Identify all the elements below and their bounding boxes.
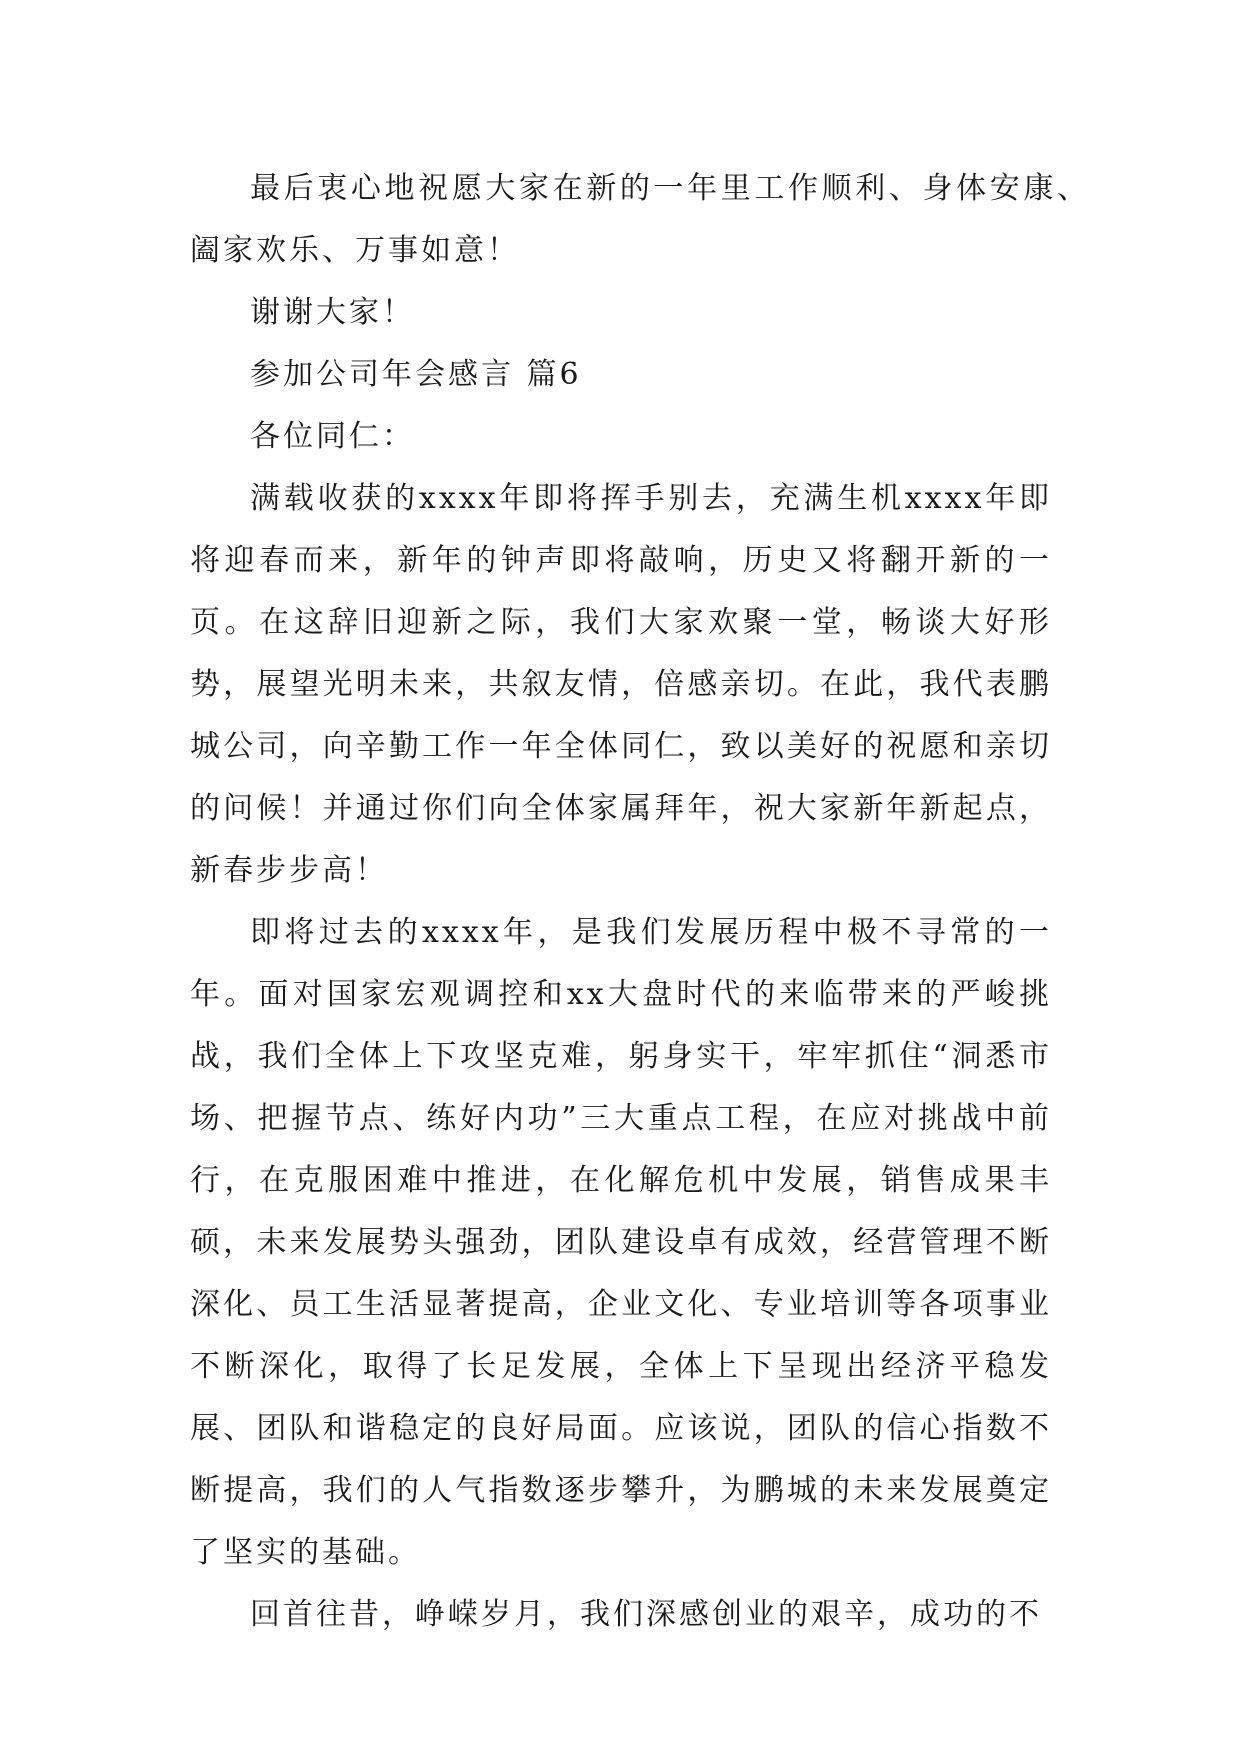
salutation: 各位同仁： <box>250 419 415 454</box>
body-paragraph: 即将过去的xxxx年，是我们发展历程中极不寻常的一年。面对国家宏观调控和xx大盘时代的来临带来的严峻挑战，我们全体上下攻坚克难，躬身实干，牢牢抓住“洞悉市场、把握节点、练好内功”三大重点工程，在应对挑战中前行，在克服困难中推进，在化解危机中发展，销售成果丰硕，未来发展势头强劲，团队建设卓有成效，经营管理不断深化、员工生活显著提高，企业文化、专业培训等各项事业不断深化，取得了长足发展，全体上下呈现出经济平稳发展、团队和谐稳定的良好局面。应该说，团队的信心指数不断提高，我们的人气指数逐步攀升，为鹏城的未来发展奠定了坚实的基础。 <box>190 915 1052 1570</box>
section-heading: 参加公司年会感言 篇6 <box>250 357 582 392</box>
body-paragraph: 满载收获的xxxx年即将挥手别去，充满生机xxxx年即将迎春而来，新年的钟声即将敲响，历史又将翻开新的一页。在这辞旧迎新之际，我们大家欢聚一堂，畅谈大好形势，展望光明未来，共叙友情，倍感亲切。在此，我代表鹏城公司，向辛勤工作一年全体同仁，致以美好的祝愿和亲切的问候！并通过你们向全体家属拜年，祝大家新年新起点，新春步步高！ <box>190 481 1052 888</box>
closing-wishes-paragraph: 最后衷心地祝愿大家在新的一年里工作顺利、身体安康、阖家欢乐、万事如意！ <box>190 171 1090 268</box>
body-paragraph-truncated: 回首往昔，峥嵘岁月，我们深感创业的艰辛，成功的不 <box>250 1597 1042 1632</box>
document-body <box>190 158 1090 1646</box>
thanks-line: 谢谢大家！ <box>250 295 415 330</box>
